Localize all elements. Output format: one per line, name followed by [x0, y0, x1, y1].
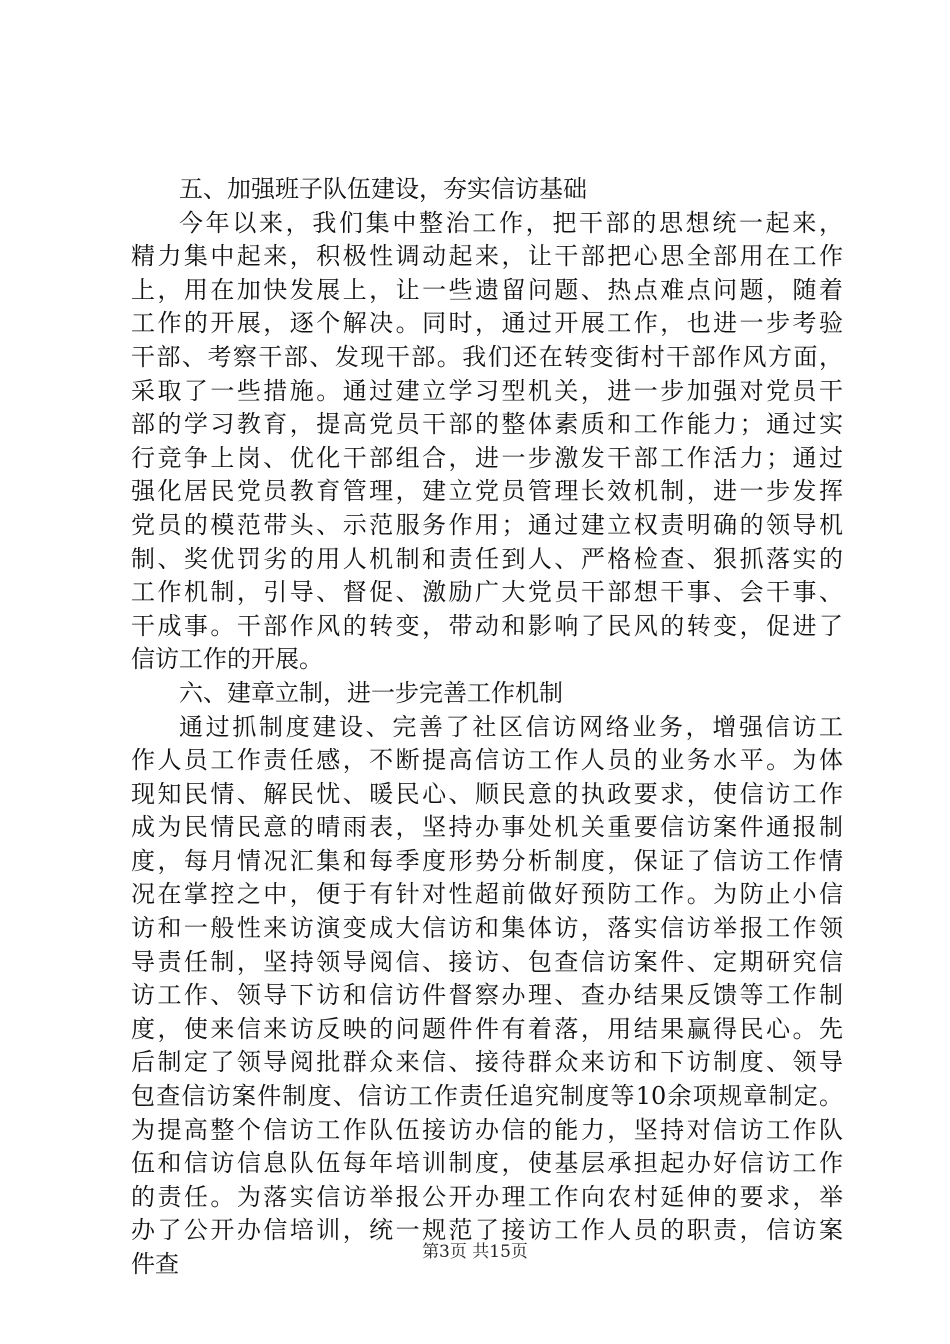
paragraph-line: 上，用在加快发展上，让一些遗留问题、热点难点问题，随着: [131, 275, 843, 304]
paragraph-line: 的责任。为落实信访举报公开办理工作向农村延伸的要求，举: [131, 1182, 843, 1211]
paragraph-line: 办了公开办信培训，统一规范了接访工作人员的职责，信访案: [131, 1216, 843, 1245]
paragraph-line: 包查信访案件制度、信访工作责任追究制度等10余项规章制定。: [131, 1082, 843, 1111]
paragraph-line: 成为民情民意的晴雨表，坚持办事处机关重要信访案件通报制: [131, 813, 843, 842]
paragraph-line: 况在掌控之中，便于有针对性超前做好预防工作。为防止小信: [131, 880, 843, 909]
section-heading-6: 六、建章立制，进一步完善工作机制: [179, 678, 563, 707]
paragraph-line: 部的学习教育，提高党员干部的整体素质和工作能力；通过实: [131, 410, 843, 439]
paragraph-line: 访工作、领导下访和信访件督察办理、查办结果反馈等工作制: [131, 981, 843, 1010]
paragraph-line: 工作的开展，逐个解决。同时，通过开展工作，也进一步考验: [131, 309, 843, 338]
paragraph-line: 伍和信访信息队伍每年培训制度，使基层承担起办好信访工作: [131, 1149, 843, 1178]
paragraph-line: 现知民情、解民忧、暖民心、顺民意的执政要求，使信访工作: [131, 779, 843, 808]
paragraph-line: 信访工作的开展。: [131, 645, 323, 674]
paragraph-line: 强化居民党员教育管理，建立党员管理长效机制，进一步发挥: [131, 477, 843, 506]
paragraph-line: 采取了一些措施。通过建立学习型机关，进一步加强对党员干: [131, 376, 843, 405]
paragraph-line: 导责任制，坚持领导阅信、接访、包查信访案件、定期研究信: [131, 947, 843, 976]
paragraph-line: 访和一般性来访演变成大信访和集体访，落实信访举报工作领: [131, 914, 843, 943]
paragraph-line: 度，每月情况汇集和每季度形势分析制度，保证了信访工作情: [131, 846, 843, 875]
paragraph-line: 工作机制，引导、督促、激励广大党员干部想干事、会干事、: [131, 578, 843, 607]
paragraph-line: 干部、考察干部、发现干部。我们还在转变街村干部作风方面，: [131, 342, 843, 371]
paragraph-line: 制、奖优罚劣的用人机制和责任到人、严格检查、狠抓落实的: [131, 544, 843, 573]
paragraph-line: 党员的模范带头、示范服务作用；通过建立权责明确的领导机: [131, 510, 843, 539]
paragraph-line: 作人员工作责任感，不断提高信访工作人员的业务水平。为体: [131, 746, 843, 775]
paragraph-line: 度，使来信来访反映的问题件件有着落，用结果赢得民心。先: [131, 1014, 843, 1043]
document-body: [131, 173, 843, 1282]
paragraph-line: 干成事。干部作风的转变，带动和影响了民风的转变，促进了: [131, 611, 843, 640]
paragraph-line: 件查: [131, 1250, 179, 1278]
paragraph-line: 通过抓制度建设、完善了社区信访网络业务，增强信访工: [179, 712, 843, 741]
paragraph-line: 后制定了领导阅批群众来信、接待群众来访和下访制度、领导: [131, 1048, 843, 1077]
paragraph-line: 为提高整个信访工作队伍接访办信的能力，坚持对信访工作队: [131, 1115, 843, 1144]
page-number-footer: 第3页 共15页: [422, 1242, 528, 1262]
paragraph-line: 行竞争上岗、优化干部组合，进一步激发干部工作活力；通过: [131, 443, 843, 472]
paragraph-line: 精力集中起来，积极性调动起来，让干部把心思全部用在工作: [131, 242, 843, 271]
paragraph-line: 今年以来，我们集中整治工作，把干部的思想统一起来，: [179, 208, 843, 237]
section-heading-5: 五、加强班子队伍建设，夯实信访基础: [179, 175, 587, 203]
